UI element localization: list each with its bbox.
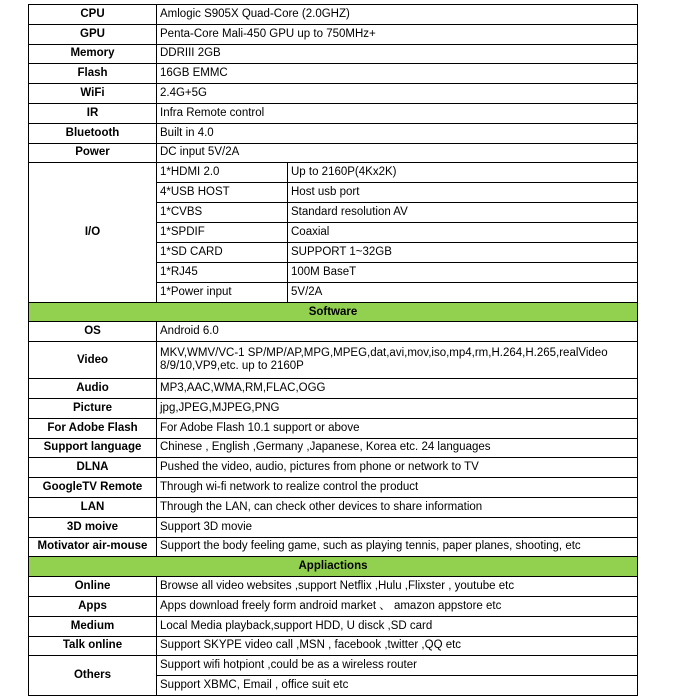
table-row bbox=[29, 537, 638, 557]
io-port-desc: Up to 2160P(4Kx2K) bbox=[288, 163, 638, 182]
io-port-desc: SUPPORT 1~32GB bbox=[288, 242, 638, 262]
spec-value: Through wi-fi network to realize control the product bbox=[157, 478, 638, 498]
spec-label: Audio bbox=[29, 379, 157, 399]
table-row bbox=[29, 123, 638, 143]
applications-section-header: Appliactions bbox=[29, 557, 638, 577]
table-row bbox=[29, 143, 638, 163]
io-port: 1*SD CARD bbox=[157, 242, 288, 262]
io-label: I/O bbox=[29, 163, 157, 302]
io-port-row bbox=[157, 203, 637, 223]
spec-value: Browse all video websites ,support Netflix ,Hulu ,Flixster , youtube etc bbox=[157, 577, 638, 597]
io-port-row bbox=[157, 183, 637, 203]
table-row bbox=[29, 322, 638, 342]
io-port-row bbox=[157, 262, 637, 282]
spec-label: OS bbox=[29, 322, 157, 342]
io-port: 1*HDMI 2.0 bbox=[157, 163, 288, 182]
spec-label: Memory bbox=[29, 44, 157, 64]
io-port-desc: 100M BaseT bbox=[288, 262, 638, 282]
spec-label: IR bbox=[29, 103, 157, 123]
spec-value: Android 6.0 bbox=[157, 322, 638, 342]
spec-label: GPU bbox=[29, 24, 157, 44]
spec-label: Online bbox=[29, 577, 157, 597]
io-ports-table bbox=[157, 163, 637, 301]
table-row bbox=[29, 458, 638, 478]
spec-value: DC input 5V/2A bbox=[157, 143, 638, 163]
table-row bbox=[29, 5, 638, 25]
table-row bbox=[29, 656, 638, 676]
io-port: 1*RJ45 bbox=[157, 262, 288, 282]
spec-value: Support wifi hotpiont ,could be as a wireless router bbox=[157, 656, 638, 676]
io-port: 1*Power input bbox=[157, 282, 288, 301]
io-port-row bbox=[157, 242, 637, 262]
table-row bbox=[29, 517, 638, 537]
io-port: 4*USB HOST bbox=[157, 183, 288, 203]
spec-value: DDRIII 2GB bbox=[157, 44, 638, 64]
spec-label: Motivator air-mouse bbox=[29, 537, 157, 557]
io-port-desc: Coaxial bbox=[288, 223, 638, 243]
spec-value: Chinese , English ,Germany ,Japanese, Korea etc. 24 languages bbox=[157, 438, 638, 458]
spec-label: 3D moive bbox=[29, 517, 157, 537]
spec-value: Through the LAN, can check other devices to share information bbox=[157, 497, 638, 517]
table-row bbox=[29, 478, 638, 498]
io-ports-cell bbox=[157, 163, 638, 302]
table-row bbox=[29, 103, 638, 123]
spec-value: For Adobe Flash 10.1 support or above bbox=[157, 418, 638, 438]
io-port-desc: Host usb port bbox=[288, 183, 638, 203]
spec-value: Apps download freely form android market 、 amazon appstore etc bbox=[157, 596, 638, 616]
io-port-desc: Standard resolution AV bbox=[288, 203, 638, 223]
table-row bbox=[29, 616, 638, 636]
io-port-row bbox=[157, 163, 637, 182]
io-port: 1*SPDIF bbox=[157, 223, 288, 243]
io-port-desc: 5V/2A bbox=[291, 285, 323, 298]
table-row bbox=[29, 418, 638, 438]
spec-label: CPU bbox=[29, 5, 157, 25]
table-row bbox=[29, 84, 638, 104]
spec-value: Infra Remote control bbox=[157, 103, 638, 123]
table-row bbox=[29, 497, 638, 517]
spec-label: DLNA bbox=[29, 458, 157, 478]
spec-value: 2.4G+5G bbox=[157, 84, 638, 104]
io-port: 1*CVBS bbox=[157, 203, 288, 223]
spec-label: Support language bbox=[29, 438, 157, 458]
spec-label: Power bbox=[29, 143, 157, 163]
table-row bbox=[29, 636, 638, 656]
spec-value: Pushed the video, audio, pictures from phone or network to TV bbox=[157, 458, 638, 478]
spec-value: jpg,JPEG,MJPEG,PNG bbox=[157, 399, 638, 419]
table-row bbox=[29, 64, 638, 84]
spec-value: MP3,AAC,WMA,RM,FLAC,OGG bbox=[157, 379, 638, 399]
spec-label: Bluetooth bbox=[29, 123, 157, 143]
spec-label: Apps bbox=[29, 596, 157, 616]
spec-value: Built in 4.0 bbox=[157, 123, 638, 143]
table-row bbox=[29, 379, 638, 399]
table-row bbox=[29, 438, 638, 458]
spec-label: LAN bbox=[29, 497, 157, 517]
spec-value: Local Media playback,support HDD, U disck ,SD card bbox=[157, 616, 638, 636]
spec-value: Support SKYPE video call ,MSN , facebook ,twitter ,QQ etc bbox=[157, 636, 638, 656]
spec-label: Talk online bbox=[29, 636, 157, 656]
section-header-row bbox=[29, 302, 638, 322]
spec-label: Picture bbox=[29, 399, 157, 419]
spec-value: Penta-Core Mali-450 GPU up to 750MHz+ bbox=[157, 24, 638, 44]
io-port-row bbox=[157, 282, 637, 301]
io-row bbox=[29, 163, 638, 302]
spec-label: GoogleTV Remote bbox=[29, 478, 157, 498]
spec-label: Others bbox=[29, 656, 157, 696]
section-header-row bbox=[29, 557, 638, 577]
spec-value: Amlogic S905X Quad-Core (2.0GHZ) bbox=[157, 5, 638, 25]
spec-value: Support XBMC, Email , office suit etc bbox=[157, 676, 638, 696]
io-port-row bbox=[157, 223, 637, 243]
software-section-header: Software bbox=[29, 302, 638, 322]
table-row bbox=[29, 577, 638, 597]
spec-value: MKV,WMV/VC-1 SP/MP/AP,MPG,MPEG,dat,avi,mov,iso,mp4,rm,H.264,H.265,realVideo 8/9/10,VP9,etc. up to 2160P bbox=[157, 342, 638, 379]
table-row bbox=[29, 44, 638, 64]
spec-value: Support 3D movie bbox=[157, 517, 638, 537]
table-row bbox=[29, 24, 638, 44]
table-row bbox=[29, 596, 638, 616]
spec-label: Flash bbox=[29, 64, 157, 84]
spec-label: WiFi bbox=[29, 84, 157, 104]
spec-value: 16GB EMMC bbox=[157, 64, 638, 84]
table-row bbox=[29, 399, 638, 419]
spec-label: For Adobe Flash bbox=[29, 418, 157, 438]
table-row bbox=[29, 342, 638, 379]
spec-table bbox=[28, 4, 638, 696]
spec-label: Medium bbox=[29, 616, 157, 636]
spec-value: Support the body feeling game, such as playing tennis, paper planes, shooting, etc bbox=[157, 537, 638, 557]
spec-label: Video bbox=[29, 342, 157, 379]
